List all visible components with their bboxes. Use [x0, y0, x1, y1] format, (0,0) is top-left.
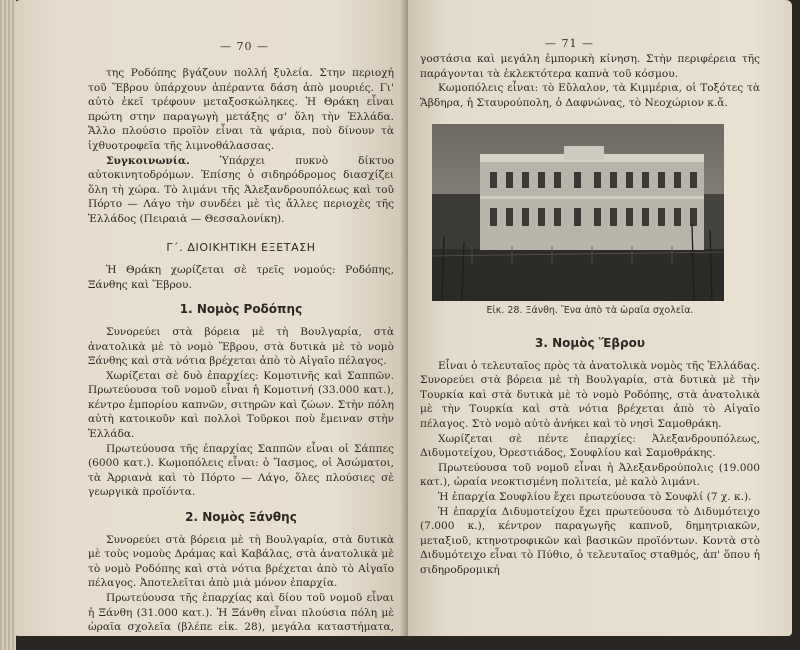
paragraph: Κωμοπόλεις εἶναι: τὸ Εὔλαλον, τὰ Κιμμέρια, οἱ Τοξότες τὰ Ἄβδηρα, ἡ Σταυρούπολη, ὁ Δαφνώνας, τὸ Νεοχώριον κ.ἄ.	[420, 82, 760, 109]
communications-label: Συγκοινωνία.	[106, 154, 190, 167]
figure-caption: Εἰκ. 28. Ξάνθη. Ἕνα ἀπὸ τὰ ὡραῖα σχολεῖα.	[486, 305, 694, 316]
left-page-number: — 70 —	[220, 40, 269, 53]
paragraph: γοστάσια καὶ μεγάλη ἐμπορικὴ κίνηση. Στὴν περιφέρεια τῆς παράγονται τὰ ἐκλεκτότερα καπνὰ τοῦ κόσμου.	[420, 53, 760, 80]
paragraph: Χωρίζεται σὲ πέντε ἐπαρχίες: Ἀλεξανδρουπόλεως, Διδυμοτείχου, Ὀρεστιάδος, Σουφλίου καὶ Σαμοθράκης.	[420, 432, 760, 460]
right-page-text-bottom	[420, 336, 760, 578]
paragraph	[88, 154, 394, 227]
paragraph: Πρωτεύουσα τῆς ἐπαρχίας καὶ δίου τοῦ νομοῦ εἶναι ἡ Ξάνθη (31.000 κατ.). Ἡ Ξάνθη εἶναι πλούσια πόλη μὲ ὡραῖα σχολεῖα (βλέπε εἰκ. 28), μεγάλα καταστήματα, καπναποθῆκες, ἐρ-	[88, 592, 394, 648]
rhodope-heading: 1. Νομὸς Ροδόπης	[179, 302, 303, 317]
school-building-photo	[432, 124, 724, 301]
xanthi-heading: 2. Νομὸς Ξάνθης	[185, 510, 297, 525]
evros-heading: 3. Νομὸς Ἕβρου	[535, 336, 645, 350]
left-page-text	[88, 66, 394, 649]
photo-illustration	[432, 124, 724, 301]
paragraph: Ἡ Θράκη χωρίζεται σὲ τρεῖς νομούς: Ροδόπης, Ξάνθης καὶ Ἕβρου.	[88, 264, 394, 291]
paragraph: Ἡ ἐπαρχία Σουφλίου ἔχει πρωτεύουσα τὸ Σουφλί (7 χ. κ.).	[438, 490, 752, 503]
section-heading: Γ΄. ΔΙΟΙΚΗΤΙΚΗ ΕΞΕΤΑΣΗ	[166, 240, 316, 254]
paragraph: Ἡ ἐπαρχία Διδυμοτείχου ἔχει πρωτεύουσα τὸ Διδυμότειχο (7.000 κ.), κέντρον παραγωγῆς καπνοῦ, δημητριακῶν, μεταξιοῦ, κτηνοτροφικῶν καὶ βασικῶν προϊόντων. Κοντὰ στὸ Διδυμότειχο εἶναι τὸ Πύθιο, ὁ τελευταῖος σταθμός, ἀπ' ὅπου ἡ σιδηροδρομική	[420, 505, 760, 576]
right-page-text-top	[420, 52, 760, 110]
paragraph: της Ροδόπης βγάζουν πολλή ξυλεία. Στην περιοχή τοῦ Ἕβρου ὑπάρχουν ἀπέραντα δάση ἀπὸ μουριές. Γι' αὐτὸ ἐκεῖ τρέφουν μεταξοσκώληκες. Ἡ Θράκη εἶναι πρώτη στην παραγωγὴ μετάξης σ' ὅλη τὴν Ἑλλάδα. Ἄλλο πλούσιο προϊὸν εἶναι τὰ ψάρια, ποὺ δίνουν τὰ ἰχθυοτροφεῖα τῆς λιμνοθάλασσας.	[88, 67, 394, 152]
paragraph: Πρωτεύουσα τῆς ἐπαρχίας Σαππῶν εἶναι οἱ Σάππες (6000 κατ.). Κωμοπόλεις εἶναι: ὁ Ἴασμος, οἱ Ἀσώματοι, τὰ Ἀρριανὰ καὶ τὸ Πόρτο — Λάγο, ὅλες πλούσιες σὲ γεωργικὰ προϊόντα.	[88, 442, 394, 499]
paragraph: Χωρίζεται σὲ δυὸ ἐπαρχίες: Κομοτινῆς καὶ Σαππῶν. Πρωτεύουσα τοῦ νομοῦ εἶναι ἡ Κομοτινή (33.000 κατ.), κέντρο ἐμπορίου καπνῶν, σιτηρῶν καὶ ζώων. Στὴν πόλη αὐτὴ κατοικοῦν καὶ πολλοὶ Τοῦρκοι ποὺ ἔμειναν στὴν Ἑλλάδα.	[88, 369, 394, 441]
right-page-number: — 71 —	[545, 37, 594, 50]
paragraph: Εἶναι ὁ τελευταῖος πρὸς τὰ ἀνατολικὰ νομὸς τῆς Ἑλλάδας. Συνορεύει στὰ βόρεια μὲ τὴ Βουλγαρία, στὰ δυτικὰ μὲ τὴν Τουρκία καὶ στὰ δυτικὰ μὲ τὸ νομὸ Ροδόπης, στὰ ἀνατολικὰ μὲ τὴν Τουρκία καὶ στὰ νότια βρέχεται ἀπὸ τὸ Αἰγαῖο πέλαγος. Στὸ νομὸ αὐτὸ ἀνήκει καὶ τὸ νησὶ Σαμοθράκη.	[420, 359, 760, 430]
paragraph: Συνορεύει στὰ βόρεια μὲ τὴ Βουλγαρία, στὰ δυτικὰ μὲ τοὺς νομοὺς Δράμας καὶ Καβάλας, στὰ ἀνατολικὰ μὲ τὸ νομὸ Ροδόπης καὶ στὰ νότια βρέχεται ἀπὸ τὸ Αἰγαῖο πέλαγος. Ἀποτελεῖται ἀπὸ μιὰ μόνον ἐπαρχία.	[88, 533, 394, 590]
paragraph: Πρωτεύουσα τοῦ νομοῦ εἶναι ἡ Ἀλεξανδρούπολις (19.000 κατ.), ὡραία νεοκτισμένη πολιτεία, μὲ καλὸ λιμάνι.	[420, 461, 760, 489]
paragraph: Συνορεύει στὰ βόρεια μὲ τὴ Βουλγαρία, στὰ ἀνατολικὰ μὲ τὸ νομὸ Ἕβρου, στὰ δυτικὰ μὲ τὸ νομὸ Ξάνθης καὶ στὰ νότια βρέχεται ἀπὸ τὸ Αἰγαῖο πέλαγος.	[88, 325, 394, 368]
communications-text: Ὑπάρχει πυκνὸ δίκτυο αὐτοκινητοδρόμων. Ἐπίσης ὁ σιδηρόδρομος διασχίζει ὅλη τὴ χώρα. Τὸ λιμάνι τῆς Ἀλεξανδρουπόλεως καὶ τοῦ Πόρτο — Λάγο τὴν συνδέει μὲ τὶς ἄλλες περιοχὲς τῆς Ἑλλάδος (Πειραιὰ — Θεσσαλονίκη).	[88, 154, 394, 225]
